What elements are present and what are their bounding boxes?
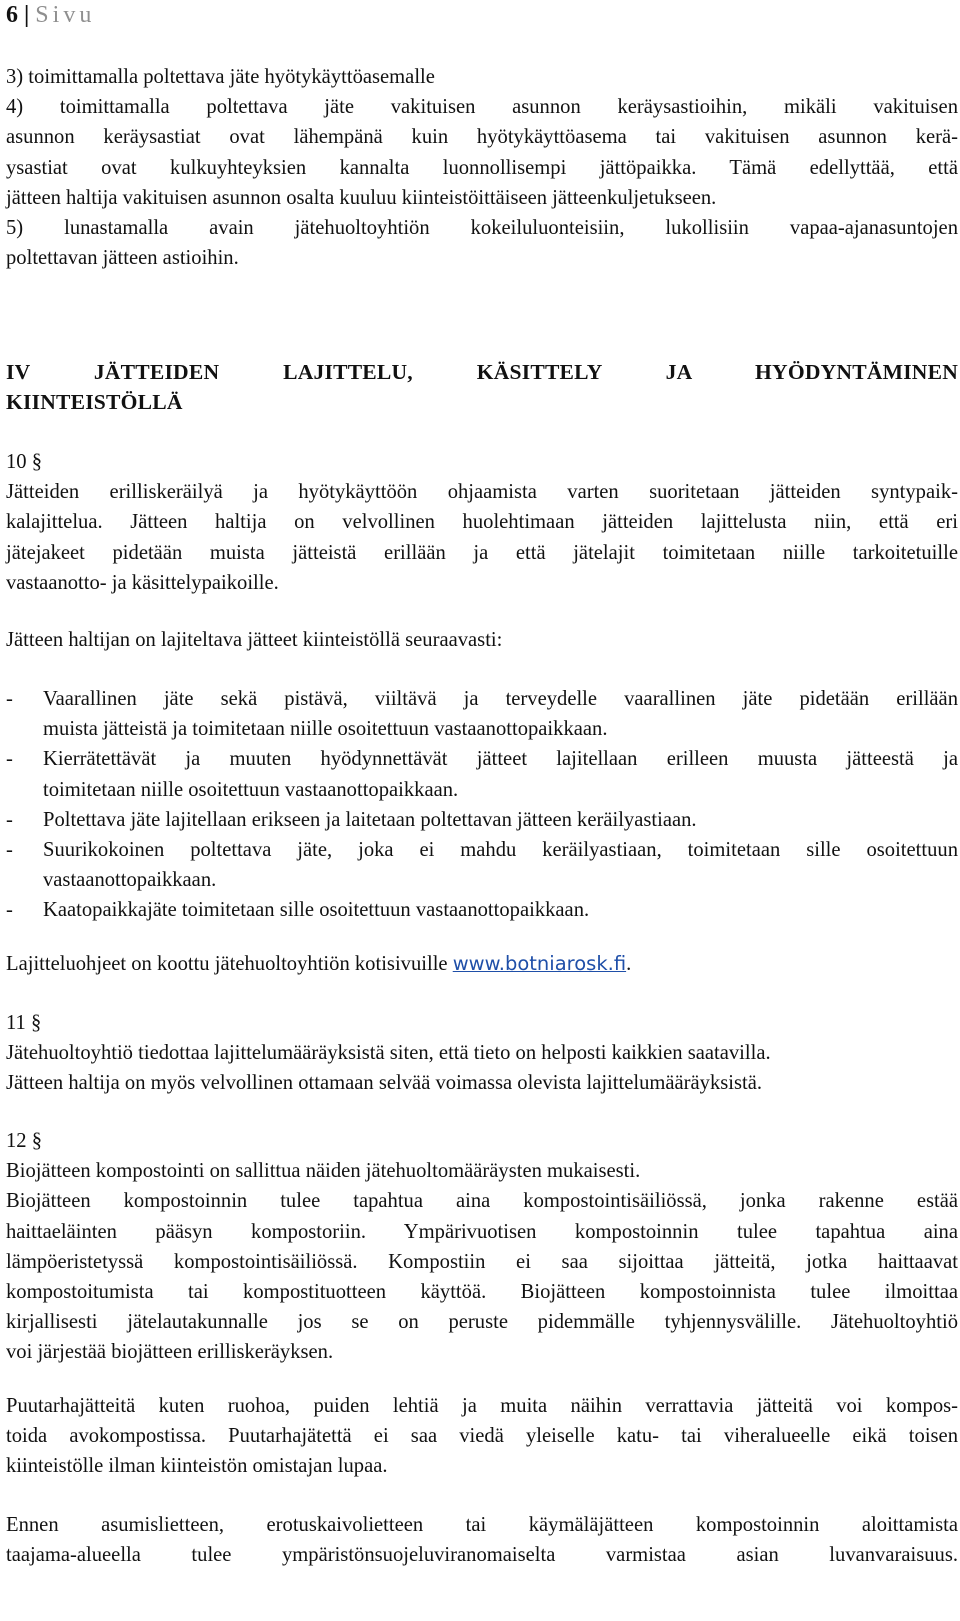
paragraph-line: kompostoitumista tai kompostituotteen käyttöä. Biojätteen kompostoinnista tulee ilmoittaa [6, 1280, 958, 1303]
list-item-continuation: vastaanottopaikkaan. [43, 869, 217, 892]
header-separator: | [24, 2, 30, 28]
paragraph-line: Biojätteen kompostointi on sallittua näiden jätehuoltomääräysten mukaisesti. [6, 1160, 641, 1183]
garden-waste-paragraph [6, 1391, 958, 1482]
section-12 [6, 1126, 958, 1368]
item-4-line: asunnon keräysastiat ovat lähempänä kuin hyötykäyttöasema tai vakituisen asunnon kerä- [6, 126, 958, 149]
sorting-guide-line: Lajitteluohjeet on koottu jätehuoltoyhtiön kotisivuille www.botniarosk.fi. [6, 952, 632, 975]
paragraph-line: Puutarhajätteitä kuten ruohoa, puiden lehtiä ja muita näihin verrattavia jätteitä voi kompos- [6, 1395, 958, 1417]
item-3: 3) toimittamalla poltettava jäte hyötykäyttöasemalle [6, 66, 435, 88]
page-header [6, 2, 95, 28]
item-5-line: 5) lunastamalla avain jätehuoltoyhtiön kokeiluluonteisiin, lukollisiin vapaa-ajanasuntojen [6, 216, 958, 239]
paragraph-line: toida avokompostissa. Puutarhajätettä ei saa viedä yleiselle katu- tai viheralueelle eikä toisen [6, 1425, 958, 1448]
website-link[interactable]: www.botniarosk.fi [452, 952, 627, 975]
paragraph-line: vastaanotto- ja käsittelypaikoille. [6, 571, 279, 594]
chapter-heading-line: KIINTEISTÖLLÄ [6, 390, 183, 415]
page-number: 6 [6, 2, 18, 28]
item-4-line: 4) toimittamalla poltettava jäte vakituisen asunnon keräysastioihin, mikäli vakituisen [6, 96, 958, 119]
chapter-heading [6, 357, 958, 417]
paragraph-line: Jätteen haltija on myös velvollinen ottamaan selvää voimassa olevista lajittelumääräyksistä. [6, 1072, 763, 1095]
item-4-line: jätteen haltija vakituisen asunnon osalta kuuluu kiinteistöittäiseen jätteenkuljetukseen. [6, 186, 717, 209]
page-word: Sivu [35, 2, 96, 28]
sorting-list [6, 684, 958, 926]
paragraph-line: Jätehuoltoyhtiö tiedottaa lajittelumääräyksistä siten, että tieto on helposti kaikkien saatavilla. [6, 1042, 771, 1065]
section-label: 10 § [6, 451, 43, 473]
paragraph-line: haittaeläinten pääsyn kompostoriin. Ympärivuotisen kompostoinnin tulee tapahtua aina [6, 1220, 958, 1243]
paragraph-line: lämpöeristetyssä kompostointisäiliössä. Kompostiin ei saa sijoittaa jätteitä, jotka haittaavat [6, 1250, 958, 1273]
sorting-guide [6, 949, 958, 979]
sorting-intro [6, 625, 958, 655]
paragraph-line: taajama-alueella tulee ympäristönsuojeluviranomaiselta varmistaa asian luvanvaraisuus. [6, 1544, 958, 1567]
section-11 [6, 1008, 958, 1099]
paragraph-line: Biojätteen kompostoinnin tulee tapahtua aina kompostointisäiliössä, jonka rakenne estää [6, 1190, 958, 1213]
section-10 [6, 447, 958, 598]
sludge-paragraph [6, 1510, 958, 1570]
paragraph-line: kiinteistölle ilman kiinteistön omistajan lupaa. [6, 1455, 388, 1478]
paragraph-line: kirjallisesti jätelautakunnalle jos se on peruste pidemmälle tyhjennysvälille. Jätehuoltoyhtiö [6, 1311, 958, 1334]
paragraph-line: Ennen asumislietteen, erotuskaivolietteen tai käymäläjätteen kompostoinnin aloittamista [6, 1514, 958, 1536]
list-item: - Suurikokoinen poltettava jäte, joka ei mahdu keräilyastiaan, toimitetaan sille osoitettuun [6, 838, 958, 861]
item-5-line: poltettavan jätteen astioihin. [6, 247, 239, 270]
item-4-line: ysastiat ovat kulkuyhteyksien kannalta luonnollisempi jättöpaikka. Tämä edellyttää, että [6, 156, 958, 179]
list-item: - Vaarallinen jäte sekä pistävä, viiltävä ja terveydelle vaarallinen jäte pidetään erillään [6, 688, 958, 710]
chapter-heading-line: IV JÄTTEIDEN LAJITTELU, KÄSITTELY JA HYÖDYNTÄMINEN [6, 360, 958, 384]
paragraph-line: Jätteiden erilliskeräilyä ja hyötykäyttöön ohjaamista varten suoritetaan jätteiden syntypaik- [6, 481, 958, 504]
paragraph-line: kalajittelua. Jätteen haltija on velvollinen huolehtimaan jätteiden lajittelusta niin, että eri [6, 511, 958, 534]
list-item: - Kaatopaikkajäte toimitetaan sille osoitettuun vastaanottopaikkaan. [6, 899, 590, 922]
section-label: 11 § [6, 1012, 42, 1034]
paragraph-line: jätejakeet pidetään muista jätteistä erillään ja että jätelajit toimitetaan niille tarkoitetuille [6, 541, 958, 564]
list-item-continuation: muista jätteistä ja toimitetaan niille osoitettuun vastaanottopaikkaan. [43, 718, 608, 741]
sorting-intro-sentence: Jätteen haltijan on lajiteltava jätteet kiinteistöllä seuraavasti: [6, 629, 503, 651]
list-item: - Poltettava jäte lajitellaan erikseen ja laitetaan poltettavan jätteen keräilyastiaan. [6, 808, 697, 831]
list-item: - Kierrätettävät ja muuten hyödynnettävät jätteet lajitellaan erilleen muusta jätteestä ja [6, 748, 958, 771]
paragraph-line: voi järjestää biojätteen erilliskeräyksen. [6, 1341, 334, 1364]
list-item-continuation: toimitetaan niille osoitettuun vastaanottopaikkaan. [43, 778, 459, 801]
section-label: 12 § [6, 1130, 43, 1152]
intro-items [6, 62, 958, 273]
